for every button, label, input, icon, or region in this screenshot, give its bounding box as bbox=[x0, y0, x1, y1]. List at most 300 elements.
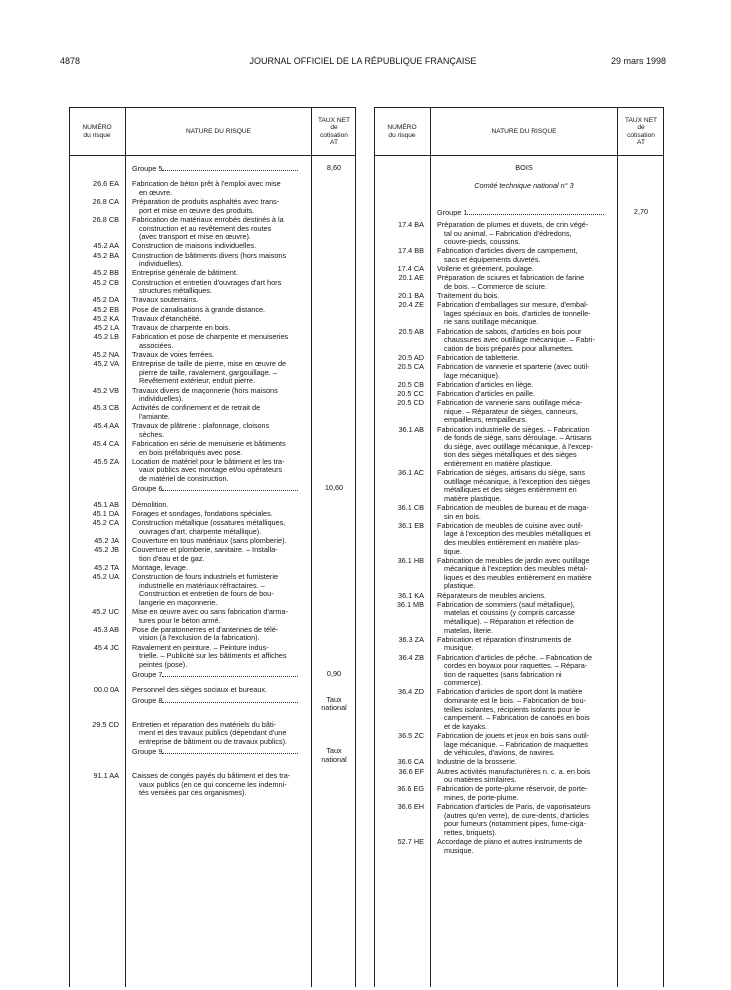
risk-nature bbox=[132, 546, 306, 563]
risk-nature-line: Fabrication de sièges, artisans du siège, sans bbox=[437, 469, 586, 478]
risk-code: 26.8 CB bbox=[92, 215, 119, 224]
risk-nature bbox=[132, 333, 306, 350]
risk-code: 45.2 KA bbox=[93, 313, 119, 323]
risk-nature bbox=[132, 772, 306, 798]
group-rate: 8,60 bbox=[326, 163, 342, 172]
risk-nature-line: tion d'eau et de gaz. bbox=[139, 554, 205, 563]
risk-nature-line: vaux publics avec montage et/ou opérateurs bbox=[139, 466, 283, 475]
risk-nature bbox=[437, 363, 612, 380]
risk-code: 36.3 ZA bbox=[398, 634, 424, 644]
risk-nature bbox=[132, 306, 306, 315]
risk-nature bbox=[132, 721, 306, 747]
header-rate-line: TAUX NET bbox=[624, 116, 658, 124]
risk-code: 45.2 BB bbox=[93, 268, 119, 278]
risk-table-right bbox=[374, 107, 664, 987]
risk-nature-line: de matériel de construction. bbox=[139, 474, 229, 483]
risk-nature bbox=[437, 803, 612, 837]
risk-code: 45.4 AA bbox=[93, 421, 119, 431]
risk-nature-line: nique. – Réparateur de sièges, canneurs, bbox=[444, 407, 578, 416]
risk-code: 45.2 NA bbox=[92, 350, 119, 359]
risk-nature-line: et de kayaks. bbox=[444, 722, 487, 731]
risk-nature bbox=[132, 626, 306, 643]
risk-nature-line: plastique. bbox=[444, 582, 476, 591]
risk-code: 45.2 JA bbox=[94, 535, 119, 545]
risk-code: 36.1 MB bbox=[396, 599, 424, 609]
risk-nature-line: Autres activités manufacturières n. c. a. en bois bbox=[437, 767, 591, 776]
risk-nature-line: trielle. – Publicité sur les bâtiments et affiches bbox=[139, 652, 287, 661]
risk-nature-line: métallique). – Réparation et réfection de bbox=[444, 617, 574, 626]
risk-nature-line: sèches. bbox=[139, 430, 165, 439]
risk-nature bbox=[437, 636, 612, 653]
risk-nature-line: pierre de taille, ravalement, gargouillage. – bbox=[139, 368, 277, 377]
risk-nature-line: du siège, avec outillage mécanique, à l'excep- bbox=[444, 442, 594, 451]
risk-nature-line: de bois. – Commerce de sciure. bbox=[444, 282, 548, 291]
risk-nature bbox=[437, 399, 612, 425]
risk-nature-line: Forages et sondages, fondations spéciales. bbox=[132, 509, 273, 518]
risk-nature-line: Construction de maisons individuelles. bbox=[132, 242, 257, 251]
group-rate-line: Taux bbox=[326, 746, 342, 755]
header-rate-line: cotisation bbox=[627, 131, 655, 139]
risk-nature-line: Caisses de congés payés du bâtiment et des tra- bbox=[132, 772, 291, 780]
risk-code: 36.6 CA bbox=[397, 757, 424, 767]
header-rate-line: AT bbox=[637, 138, 645, 146]
risk-nature-line: Traitement du bois. bbox=[437, 292, 500, 301]
risk-nature-line: Fabrication de tabletterie. bbox=[437, 353, 520, 362]
risk-nature bbox=[437, 785, 612, 802]
leader-dots bbox=[467, 208, 604, 215]
group-label: Groupe 9 bbox=[132, 747, 163, 756]
risk-nature bbox=[132, 422, 306, 439]
risk-nature bbox=[437, 768, 612, 785]
risk-nature-line: tés versées par ces organismes). bbox=[139, 789, 247, 798]
group-rate: 0,90 bbox=[326, 669, 342, 678]
risk-nature-line: de fonds de siège, sans déroulage. – Artisans bbox=[444, 434, 592, 443]
group-heading bbox=[132, 484, 306, 494]
risk-code: 45.2 UC bbox=[92, 607, 119, 616]
risk-nature-line: tal ou animal. – Fabrication d'édredons, bbox=[444, 229, 572, 238]
risk-nature-line: musique. bbox=[444, 644, 474, 653]
risk-nature-line: Fabrication de sabots, d'articles en bois pour bbox=[437, 327, 582, 336]
risk-nature-line: ou matières similaires. bbox=[444, 776, 517, 785]
group-rate: 10,60 bbox=[324, 483, 344, 493]
risk-code: 45.3 CB bbox=[92, 403, 119, 413]
risk-nature-line: Fabrication de sommiers (sauf métallique), bbox=[437, 600, 575, 609]
risk-nature bbox=[132, 537, 306, 546]
risk-nature-line: Fabrication en série de menuiserie et bâtiments bbox=[132, 440, 286, 448]
table-header-row bbox=[374, 108, 664, 156]
header-rate bbox=[312, 108, 356, 155]
risk-nature bbox=[437, 247, 612, 264]
risk-nature-line: métalliques et des sièges entièrement en bbox=[444, 486, 577, 495]
risk-nature-line: Préparation de produits asphaltés avec trans- bbox=[132, 198, 280, 207]
risk-nature-line: dominante est le bois. – Fabrication de bou- bbox=[444, 697, 586, 706]
risk-nature-line: Revêtement extérieur, enduit pierre. bbox=[139, 377, 256, 386]
risk-code: 45.2 EB bbox=[93, 304, 119, 314]
column-divider bbox=[125, 108, 126, 987]
header-rate-line: cotisation bbox=[320, 131, 348, 139]
group-label: Groupe 8 bbox=[132, 695, 163, 705]
risk-nature bbox=[132, 440, 306, 457]
risk-nature-line: lages spéciaux en bois, d'articles de tonnelle- bbox=[444, 309, 591, 318]
risk-nature-line: cation de bois préparés pour allumettes. bbox=[444, 344, 574, 353]
risk-nature-line: Fabrication de porte-plume réservoir, de porte- bbox=[437, 785, 588, 794]
header-code-line: NUMÉRO bbox=[82, 124, 112, 132]
risk-nature-line: Fabrication d'articles divers de campement, bbox=[437, 247, 578, 256]
risk-code: 45.2 LA bbox=[93, 323, 119, 332]
leader-dots bbox=[162, 670, 298, 677]
group-label: Groupe 1 bbox=[437, 208, 468, 217]
risk-code: 36.1 AC bbox=[398, 468, 424, 478]
leader-dots bbox=[162, 164, 298, 171]
header-nature bbox=[126, 108, 311, 155]
risk-nature-line: Fabrication de vannerie et sparterie (avec outil- bbox=[437, 363, 590, 372]
risk-nature-line: chaussures avec outillage mécanique. – Fabri- bbox=[444, 336, 595, 345]
risk-nature-line: Activités de confinement et de retrait de bbox=[132, 404, 261, 413]
risk-code: 20.5 CC bbox=[397, 389, 424, 398]
risk-nature-line: Entreprise générale de bâtiment. bbox=[132, 269, 238, 278]
risk-nature bbox=[132, 198, 306, 215]
risk-code: 20.5 CB bbox=[397, 379, 424, 389]
risk-nature-line: matière plastique. bbox=[444, 494, 502, 503]
risk-nature-line: mécanique à l'exception des meubles métal- bbox=[444, 565, 588, 574]
leader-dots bbox=[162, 696, 298, 703]
risk-nature-line: Construction et entretien d'ouvrages d'art hors bbox=[132, 278, 282, 287]
group-rate bbox=[312, 747, 356, 764]
risk-nature-line: empailleurs, rempailleurs. bbox=[444, 416, 528, 425]
risk-code: 36.1 HB bbox=[397, 555, 424, 565]
risk-nature-line: Industrie de la brosserie. bbox=[437, 758, 517, 767]
group-heading bbox=[132, 164, 306, 174]
risk-nature bbox=[132, 387, 306, 404]
risk-nature-line: Fabrication d'articles en liège. bbox=[437, 380, 534, 389]
header-nature-label: NATURE DU RISQUE bbox=[185, 127, 252, 135]
risk-code: 45.2 AA bbox=[93, 241, 119, 251]
risk-nature bbox=[437, 758, 612, 767]
risk-nature bbox=[132, 510, 306, 519]
risk-code: 36.1 AB bbox=[398, 424, 424, 434]
risk-nature bbox=[437, 654, 612, 688]
section-title: BOIS bbox=[515, 163, 533, 172]
group-heading bbox=[132, 670, 306, 680]
risk-nature-line: matelas et coussins (y compris carcasse bbox=[444, 609, 575, 618]
risk-nature-line: Fabrication d'articles de sport dont la matière bbox=[437, 688, 583, 697]
risk-nature-line: Location de matériel pour le bâtiment et les tra- bbox=[132, 457, 285, 466]
journal-title: JOURNAL OFFICIEL DE LA RÉPUBLIQUE FRANÇAISE bbox=[249, 56, 477, 66]
risk-nature-line: individuelles). bbox=[139, 395, 184, 404]
risk-nature-line: Travaux souterrains. bbox=[132, 296, 199, 305]
risk-nature bbox=[437, 221, 612, 247]
risk-code: 36.6 EF bbox=[398, 766, 424, 776]
risk-nature-line: couvre-pieds, coussins. bbox=[444, 238, 521, 247]
risk-nature-line: Travaux de voies ferrées. bbox=[132, 351, 215, 359]
risk-nature-line: Construction métallique (ossatures métalliques, bbox=[132, 519, 286, 527]
risk-code: 17.4 BB bbox=[398, 246, 424, 256]
risk-nature-line: Fabrication de matériaux enrobés destinés à la bbox=[132, 216, 284, 224]
risk-code: 91.1 AA bbox=[93, 771, 119, 780]
header-nature-label: NATURE DU RISQUE bbox=[491, 127, 557, 135]
risk-nature-line: Fabrication de meubles de cuisine avec outil- bbox=[437, 521, 584, 530]
risk-nature bbox=[132, 519, 306, 536]
risk-code: 00.0 0A bbox=[93, 685, 119, 695]
column-divider bbox=[430, 108, 431, 987]
risk-code: 45.2 VA bbox=[93, 359, 119, 369]
group-rate: 2,70 bbox=[633, 207, 649, 216]
risk-nature-line: tion de raquettes (sans fabrication ni bbox=[444, 670, 562, 679]
risk-nature-line: Réparateurs de meubles anciens. bbox=[437, 591, 547, 600]
risk-nature-line: Fabrication d'articles en paille. bbox=[437, 390, 535, 398]
risk-nature bbox=[132, 686, 306, 695]
page-number: 4878 bbox=[60, 56, 81, 66]
group-label: Groupe 6 bbox=[132, 484, 163, 494]
risk-nature-line: ment et des travaux publics (dépendant d'une bbox=[139, 729, 287, 738]
risk-nature bbox=[437, 301, 612, 327]
risk-nature-line: teilles isolantes, récipients isolants pour le bbox=[444, 705, 580, 714]
risk-nature bbox=[437, 557, 612, 591]
group-rate bbox=[312, 696, 356, 713]
risk-code: 45.1 DA bbox=[92, 508, 119, 518]
risk-nature-line: Fabrication de jouets et jeux en bois sans outil- bbox=[437, 732, 590, 740]
risk-nature-line: lage mécanique). bbox=[444, 371, 500, 380]
risk-nature bbox=[132, 296, 306, 305]
risk-nature bbox=[437, 838, 612, 855]
risk-code: 20.5 AB bbox=[398, 326, 424, 336]
risk-nature-line: Travaux divers de maçonnerie (hors maisons bbox=[132, 386, 278, 395]
group-heading bbox=[437, 208, 612, 218]
risk-nature-line: (avec transport et mise en œuvre). bbox=[139, 233, 251, 242]
column-divider bbox=[617, 108, 618, 987]
risk-nature-line: vision (à l'exclusion de la fabrication). bbox=[139, 634, 260, 643]
risk-nature-line: l'amiante. bbox=[139, 412, 171, 421]
risk-code: 36.4 ZD bbox=[398, 687, 424, 697]
risk-code: 45.2 JB bbox=[94, 545, 119, 554]
committee-title: Comité technique national n° 3 bbox=[474, 181, 574, 190]
risk-nature-line: en bois préfabriqués avec pose. bbox=[139, 448, 243, 457]
group-rate-line: Taux bbox=[326, 694, 342, 704]
risk-nature-line: Fabrication d'emballages sur mesure, d'embal- bbox=[437, 301, 589, 310]
risk-code: 36.6 EH bbox=[397, 802, 424, 811]
group-heading bbox=[132, 696, 306, 706]
risk-nature bbox=[132, 269, 306, 278]
risk-nature bbox=[132, 564, 306, 573]
risk-nature-line: Travaux d'étanchéité. bbox=[132, 314, 202, 323]
risk-nature-line: Fabrication d'articles de pêche. – Fabrication de bbox=[437, 653, 593, 662]
risk-code: 26.8 CA bbox=[92, 197, 119, 207]
risk-nature-line: Accordage de piano et autres instruments de bbox=[437, 837, 583, 846]
risk-nature bbox=[132, 351, 306, 360]
risk-nature-line: rettes, briquets). bbox=[444, 828, 497, 837]
risk-code: 45.2 VB bbox=[93, 385, 119, 395]
risk-code: 45.2 CA bbox=[92, 518, 119, 527]
group-label: Groupe 7 bbox=[132, 670, 163, 679]
risk-code: 45.2 TA bbox=[94, 562, 119, 572]
risk-code: 45.2 UA bbox=[92, 572, 119, 581]
risk-nature bbox=[437, 354, 612, 363]
risk-nature bbox=[132, 216, 306, 242]
risk-code: 29.5 CD bbox=[92, 719, 119, 729]
header-code bbox=[374, 108, 430, 155]
risk-nature bbox=[437, 381, 612, 390]
risk-nature-line: Mise en œuvre avec ou sans fabrication d'arma- bbox=[132, 608, 288, 616]
risk-nature-line: Fabrication de béton prêt à l'emploi avec mise bbox=[132, 180, 281, 189]
risk-code: 45.5 ZA bbox=[93, 456, 119, 466]
risk-nature-line: vaux publics (en ce qui concerne les indemni- bbox=[139, 780, 287, 789]
risk-nature-line: pour fumeurs (notamment pipes, fume-ciga- bbox=[444, 820, 586, 829]
risk-nature-line: Fabrication industrielle de sièges. – Fabrication bbox=[437, 425, 590, 434]
risk-nature-line: de véhicules, d'avions, de navires. bbox=[444, 749, 555, 758]
risk-nature-line: Construction et entretien de fours de bou- bbox=[139, 590, 274, 599]
risk-nature-line: tion des sièges métalliques et des sièges bbox=[444, 451, 577, 460]
risk-nature bbox=[437, 390, 612, 399]
risk-code: 45.2 DA bbox=[92, 295, 119, 305]
risk-nature-line: sin en bois. bbox=[444, 512, 481, 521]
risk-code: 45.2 LB bbox=[93, 332, 119, 342]
risk-nature-line: Construction de fours industriels et fumisterie bbox=[132, 573, 279, 581]
group-heading bbox=[132, 747, 306, 757]
leader-dots bbox=[162, 747, 298, 754]
header-code-line: du risque bbox=[388, 131, 416, 139]
risk-nature bbox=[132, 573, 306, 607]
risk-nature bbox=[437, 732, 612, 758]
risk-nature-line: port et mise en œuvre des produits. bbox=[139, 206, 255, 215]
risk-code: 45.2 BA bbox=[93, 250, 119, 260]
risk-nature-line: sacs et équipements duvetés. bbox=[444, 256, 541, 265]
risk-code: 36.1 CB bbox=[397, 503, 424, 512]
risk-nature bbox=[437, 522, 612, 556]
risk-code: 20.4 ZE bbox=[398, 300, 424, 310]
risk-nature-line: peintes (pose). bbox=[139, 660, 188, 669]
header-rate-line: AT bbox=[330, 138, 338, 146]
risk-nature-line: Travaux de plâtrerie : plafonnage, cloisons bbox=[132, 422, 270, 431]
risk-code: 36.1 EB bbox=[398, 520, 424, 530]
risk-code: 36.5 ZC bbox=[398, 731, 424, 740]
risk-nature bbox=[437, 469, 612, 503]
risk-nature-line: Fabrication d'articles de Paris, de vaporisateurs bbox=[437, 803, 591, 811]
risk-nature bbox=[437, 328, 612, 354]
risk-nature-line: rie sans outillage mécanique. bbox=[444, 318, 539, 327]
risk-nature bbox=[437, 274, 612, 291]
risk-nature-line: matelas, literie. bbox=[444, 626, 494, 635]
risk-code: 36.1 KA bbox=[398, 590, 424, 600]
risk-nature-line: Préparation de plumes et duvets, de crin végé- bbox=[437, 221, 589, 230]
group-rate-line: national bbox=[321, 703, 347, 713]
risk-nature-line: tique. bbox=[444, 547, 462, 556]
risk-nature bbox=[437, 265, 612, 274]
risk-nature bbox=[437, 601, 612, 635]
risk-nature bbox=[132, 252, 306, 269]
risk-nature bbox=[132, 242, 306, 251]
risk-nature bbox=[132, 644, 306, 670]
risk-code: 17.4 BA bbox=[398, 220, 424, 230]
risk-nature-line: Démolition. bbox=[132, 500, 169, 509]
risk-nature-line: individuelles). bbox=[139, 260, 184, 269]
risk-nature-line: Travaux de charpente en bois. bbox=[132, 324, 231, 332]
header-rate-line: TAUX NET bbox=[317, 116, 351, 124]
group-rate-line: national bbox=[321, 754, 347, 764]
risk-code: 45.4 JC bbox=[93, 642, 119, 652]
risk-nature bbox=[437, 688, 612, 731]
risk-code: 20.5 CD bbox=[397, 398, 424, 408]
group-label: Groupe 5 bbox=[132, 164, 163, 173]
risk-code: 20.1 BA bbox=[398, 291, 424, 301]
column-divider bbox=[311, 108, 312, 987]
risk-code: 20.5 AD bbox=[398, 352, 424, 362]
header-code bbox=[69, 108, 125, 155]
publication-date: 29 mars 1998 bbox=[610, 56, 666, 66]
risk-nature-line: Couverture et plomberie, sanitaire. – Installa- bbox=[132, 546, 278, 554]
risk-nature bbox=[132, 404, 306, 421]
risk-nature-line: entreprise de bâtiment ou de travaux publics). bbox=[139, 737, 288, 746]
risk-nature-line: lage mécanique. – Fabrication de maquettes bbox=[444, 740, 588, 749]
risk-code: 45.3 AB bbox=[93, 624, 119, 634]
risk-nature bbox=[437, 292, 612, 301]
risk-code: 45.2 CB bbox=[92, 277, 119, 287]
risk-nature bbox=[437, 426, 612, 469]
risk-nature-line: (autres qu'en verre), de cure-dents, d'articles bbox=[444, 811, 589, 820]
header-code-line: NUMÉRO bbox=[387, 124, 417, 132]
risk-nature bbox=[132, 360, 306, 386]
risk-nature-line: cordes en boyaux pour raquettes. – Répara- bbox=[444, 662, 588, 671]
risk-nature bbox=[132, 324, 306, 333]
risk-nature bbox=[437, 504, 612, 521]
risk-code: 17.4 CA bbox=[397, 264, 424, 274]
leader-dots bbox=[162, 484, 298, 491]
risk-nature-line: ouvrages d'art, charpente métallique). bbox=[139, 527, 262, 536]
risk-nature-line: Préparation de sciures et fabrication de farine bbox=[437, 274, 585, 283]
risk-nature-line: Fabrication de vannerie sans outillage méca- bbox=[437, 399, 583, 408]
risk-nature-line: Entreprise de taille de pierre, mise en œuvre de bbox=[132, 360, 287, 369]
risk-nature-line: Construction de bâtiments divers (hors maisons bbox=[132, 251, 287, 260]
risk-nature-line: musique. bbox=[444, 846, 474, 855]
risk-nature bbox=[437, 592, 612, 601]
risk-nature bbox=[132, 608, 306, 625]
risk-nature-line: Personnel des sièges sociaux et bureaux. bbox=[132, 686, 268, 695]
risk-nature-line: Pose de paratonnerres et d'antennes de télé- bbox=[132, 625, 279, 634]
header-nature bbox=[431, 108, 617, 155]
risk-code: 36.4 ZB bbox=[398, 652, 424, 662]
risk-nature-line: entièrement en matière plastique. bbox=[444, 459, 553, 468]
risk-nature bbox=[132, 279, 306, 296]
risk-nature-line: liques et des meubles entièrement en matière bbox=[444, 573, 592, 582]
header-rate bbox=[618, 108, 664, 155]
risk-nature-line: Fabrication et pose de charpente et menuiseries bbox=[132, 333, 289, 342]
page-header bbox=[60, 56, 666, 70]
risk-nature-line: Fabrication de meubles de bureau et de maga- bbox=[437, 504, 589, 512]
risk-code: 26.6 EA bbox=[93, 179, 119, 189]
risk-code: 36.6 EG bbox=[397, 784, 424, 794]
risk-code: 45.1 AB bbox=[93, 499, 119, 509]
risk-nature-line: lage à l'exception des meubles métalliques et bbox=[444, 530, 591, 539]
risk-code: 20.5 CA bbox=[397, 362, 424, 372]
header-code-line: du risque bbox=[83, 131, 111, 139]
table-header-row bbox=[69, 108, 356, 156]
risk-nature-line: structures métalliques. bbox=[139, 287, 212, 296]
risk-code: 20.1 AE bbox=[398, 273, 424, 283]
risk-nature bbox=[132, 501, 306, 510]
risk-nature-line: Fabrication et réparation d'instruments de bbox=[437, 635, 572, 644]
risk-table-left bbox=[69, 107, 356, 987]
risk-code: 52.7 HE bbox=[397, 836, 424, 846]
risk-nature-line: commerce). bbox=[444, 679, 483, 688]
risk-nature bbox=[132, 180, 306, 197]
risk-nature-line: construction et au revêtement des routes bbox=[139, 224, 272, 233]
risk-nature-line: langerie en maçonnerie. bbox=[139, 598, 218, 607]
risk-nature-line: campement. – Fabrication de canoës en bois bbox=[444, 714, 590, 723]
risk-code: 45.4 CA bbox=[92, 439, 119, 448]
risk-nature bbox=[132, 315, 306, 324]
risk-nature-line: Fabrication de meubles de jardin avec outillage bbox=[437, 556, 590, 565]
risk-nature-line: Pose de canalisations à grande distance. bbox=[132, 305, 266, 314]
risk-nature-line: Montage, levage. bbox=[132, 563, 188, 572]
